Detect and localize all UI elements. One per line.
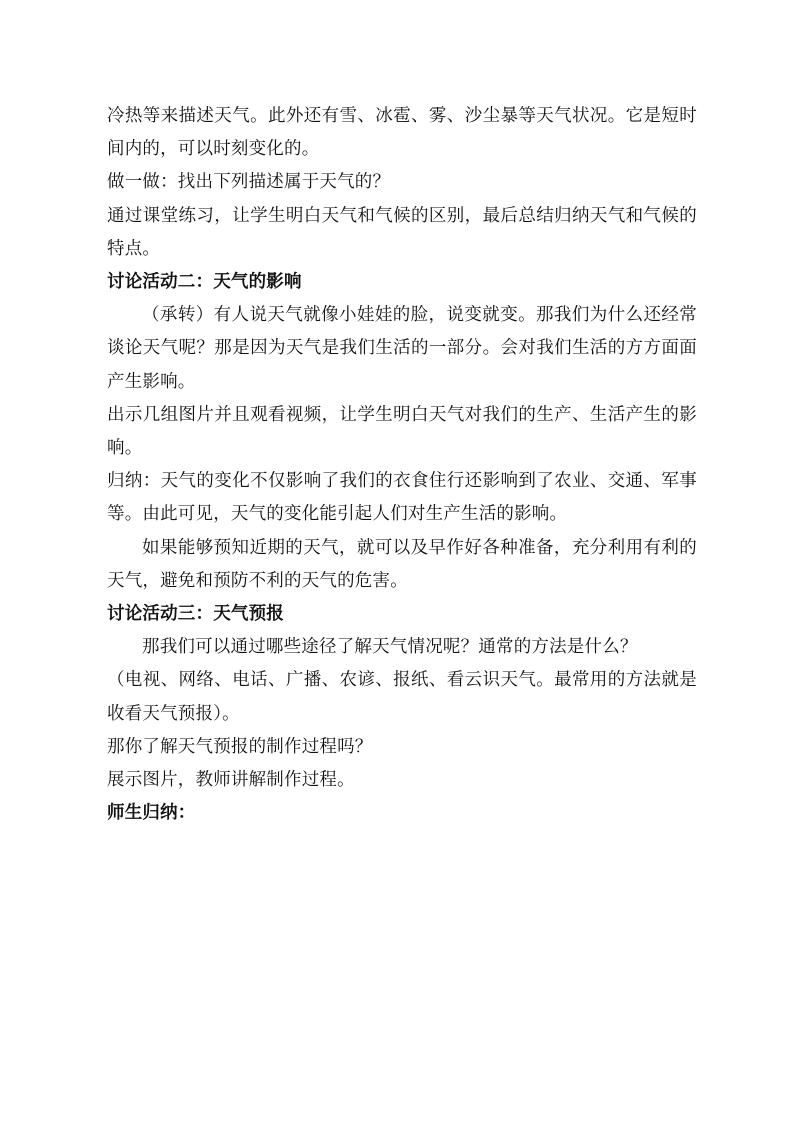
- section-heading: 讨论活动三：天气预报: [107, 604, 284, 625]
- body-paragraph: 冷热等来描述天气。此外还有雪、冰雹、雾、沙尘暴等天气状况。它是短时间内的，可以时刻变化的。: [107, 106, 697, 160]
- section-heading: 师生归纳：: [107, 803, 196, 824]
- section-heading: 讨论活动二：天气的影响: [107, 272, 302, 293]
- body-paragraph: （电视、网络、电话、广播、农谚、报纸、看云识天气。最常用的方法就是收看天气预报）。: [107, 670, 697, 724]
- body-paragraph: 做一做：找出下列描述属于天气的？: [107, 172, 391, 193]
- body-paragraph: 那我们可以通过哪些途径了解天气情况呢？通常的方法是什么？: [142, 637, 638, 658]
- document-body: [107, 100, 697, 830]
- body-paragraph: 展示图片，教师讲解制作过程。: [107, 770, 355, 791]
- body-paragraph: 如果能够预知近期的天气，就可以及早作好各种准备，充分利用有利的天气，避免和预防不利的天气的危害。: [107, 537, 697, 591]
- body-paragraph: 归纳：天气的变化不仅影响了我们的衣食住行还影响到了农业、交通、军事等。由此可见，天气的变化能引起人们对生产生活的影响。: [107, 471, 697, 525]
- body-paragraph: 通过课堂练习，让学生明白天气和气候的区别，最后总结归纳天气和气候的特点。: [107, 205, 697, 259]
- body-paragraph: （承转）有人说天气就像小娃娃的脸，说变就变。那我们为什么还经常谈论天气呢？那是因为天气是我们生活的一部分。会对我们生活的方方面面产生影响。: [107, 305, 697, 392]
- body-paragraph: 那你了解天气预报的制作过程吗？: [107, 736, 373, 757]
- body-paragraph: 出示几组图片并且观看视频，让学生明白天气对我们的生产、生活产生的影响。: [107, 404, 697, 459]
